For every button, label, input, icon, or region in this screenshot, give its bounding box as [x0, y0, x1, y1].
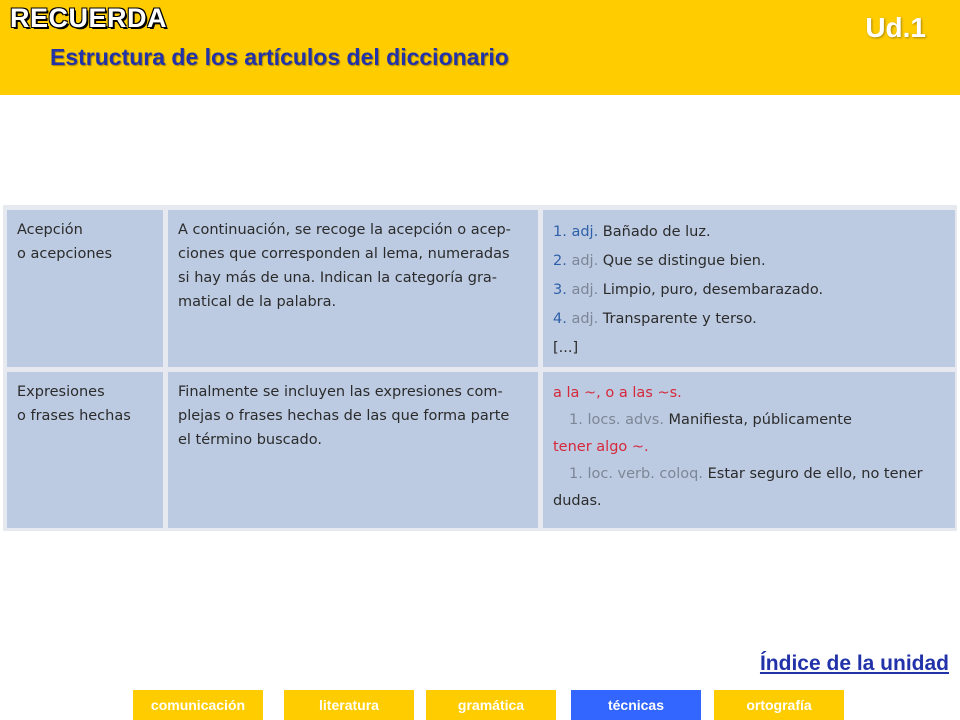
- description-line: si hay más de una. Indican la categoría gra-: [178, 270, 498, 286]
- sense-definition: Bañado de luz.: [602, 224, 711, 240]
- header-bar: [0, 0, 960, 95]
- row-label-line: Acepción: [17, 222, 83, 238]
- sense-definition: Limpio, puro, desembarazado.: [602, 282, 824, 298]
- row-label-line: o frases hechas: [17, 408, 131, 424]
- row-label-line: Expresiones: [17, 384, 105, 400]
- description-line: matical de la palabra.: [178, 294, 337, 310]
- sense-number: 3.: [553, 282, 567, 298]
- description-line: plejas o frases hechas de las que forma parte: [178, 408, 510, 424]
- grammar-category: adj.: [571, 253, 599, 269]
- row-2-example-cell: [543, 372, 955, 528]
- grammar-category: adj.: [571, 282, 599, 298]
- sense-number: 2.: [553, 253, 567, 269]
- row-2-label-cell: [7, 372, 163, 528]
- nav-button-literatura[interactable]: literatura: [284, 690, 414, 720]
- nav-button-tecnicas[interactable]: técnicas: [571, 690, 701, 720]
- row-1-label-cell: [7, 210, 163, 367]
- unit-index-link[interactable]: Índice de la unidad: [759, 652, 949, 675]
- sense-definition: Estar seguro de ello, no tener: [707, 466, 923, 482]
- sense-definition: Que se distingue bien.: [602, 253, 766, 269]
- sense-definition: Manifiesta, públicamente: [668, 412, 852, 428]
- example-line: [553, 218, 949, 247]
- nav-button-gramatica[interactable]: gramática: [426, 690, 556, 720]
- phrase-headword: a la ~, o a las ~s.: [553, 385, 682, 401]
- slide-title: RECUERDA: [10, 3, 168, 33]
- grammar-category: locs. advs.: [587, 412, 664, 428]
- grammar-category: adj.: [571, 311, 599, 327]
- ellipsis: [...]: [553, 340, 579, 356]
- description-line: Finalmente se incluyen las expresiones com-: [178, 384, 503, 400]
- example-line: [553, 276, 949, 305]
- description-line: A continuación, se recoge la acepción o acep-: [178, 222, 511, 238]
- example-line: [553, 305, 949, 334]
- grammar-category: loc. verb. coloq.: [587, 466, 703, 482]
- sense-definition: Transparente y terso.: [602, 311, 757, 327]
- unit-label: Ud.1: [865, 12, 926, 43]
- sense-definition-continued: dudas.: [553, 493, 602, 509]
- example-line: [553, 247, 949, 276]
- nav-button-comunicacion[interactable]: comunicación: [133, 690, 263, 720]
- dictionary-structure-table: [3, 205, 957, 531]
- grammar-category: adj.: [571, 224, 599, 240]
- sense-number: 1.: [569, 412, 583, 428]
- row-1-example-cell: [543, 210, 955, 367]
- phrase-sense: [553, 407, 949, 434]
- sense-number: 1.: [553, 224, 567, 240]
- description-line: ciones que corresponden al lema, numeradas: [178, 246, 510, 262]
- description-line: el término buscado.: [178, 432, 322, 448]
- row-2-description-cell: [168, 372, 538, 528]
- row-1-description-cell: [168, 210, 538, 367]
- phrase-headword: tener algo ~.: [553, 439, 649, 455]
- sense-number: 1.: [569, 466, 583, 482]
- sense-number: 4.: [553, 311, 567, 327]
- slide-subtitle: Estructura de los artículos del diccionario: [50, 44, 509, 70]
- nav-button-ortografia[interactable]: ortografía: [714, 690, 844, 720]
- phrase-sense: [553, 461, 949, 488]
- row-label-line: o acepciones: [17, 246, 113, 262]
